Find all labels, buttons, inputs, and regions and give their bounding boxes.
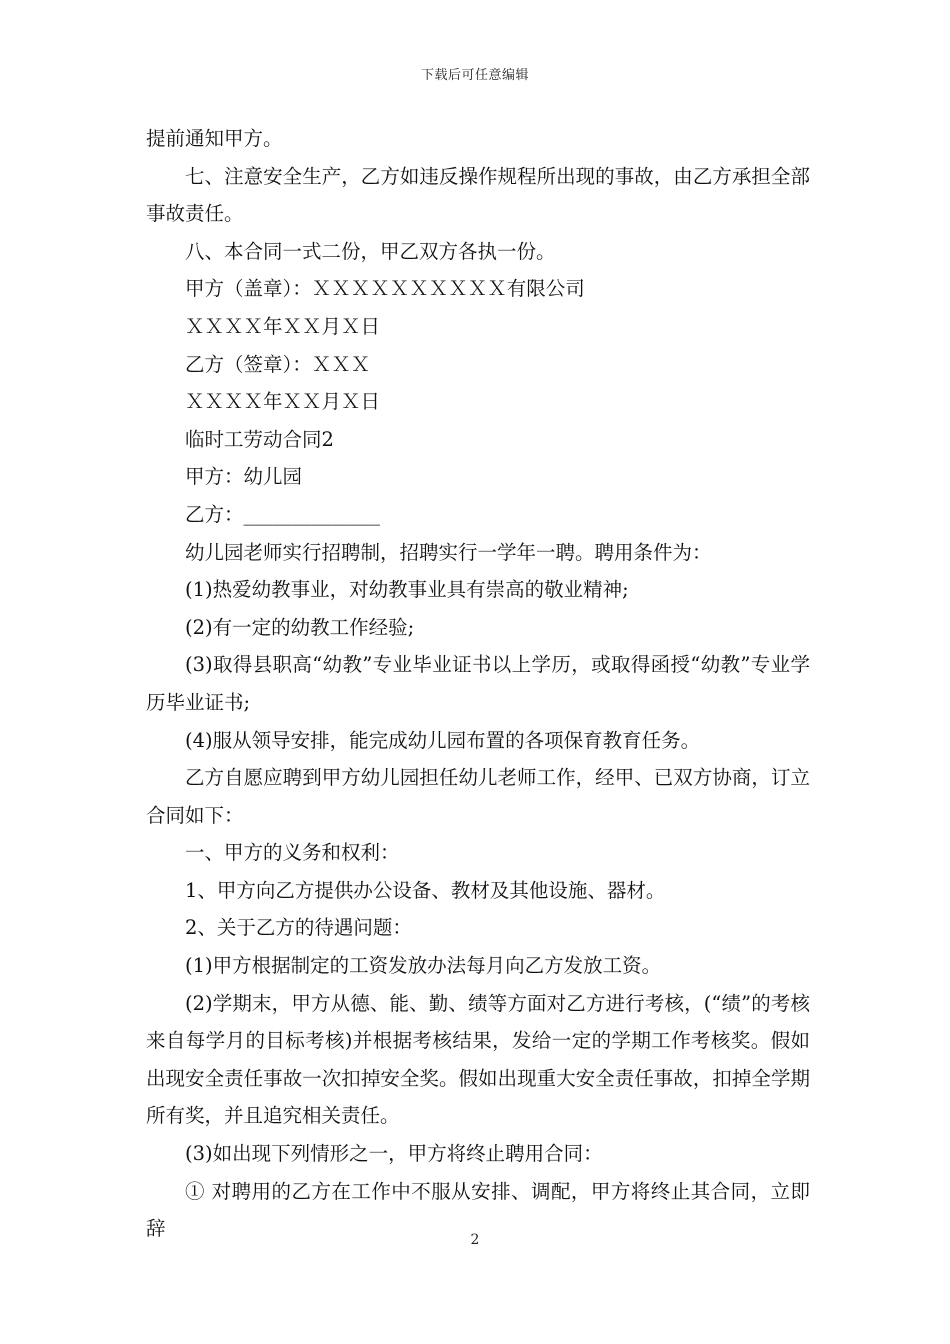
paragraph-23: ① 对聘用的乙方在工作中不服从安排、调配，甲方将终止其合同，立即辞	[146, 1179, 810, 1241]
paragraph-13: (2)有一定的幼教工作经验;	[185, 615, 415, 639]
paragraph-21: (2)学期末，甲方从德、能、勤、绩等方面对乙方进行考核，(“绩”的考核来自每学月的目标考核)并根据考核结果，发给一定的学期工作考核奖。假如出现安全责任事故一次扣掉安全奖。假如出现重大安全责任事故，扣掉全学期所有奖，并且追究相关责任。	[146, 991, 810, 1128]
document-body	[146, 120, 810, 1248]
paragraph-14: (3)取得县职高“幼教”专业毕业证书以上学历，或取得函授“幼教”专业学历毕业证书;	[146, 653, 810, 714]
paragraph-17: 一、甲方的义务和权利：	[185, 841, 400, 865]
page-header: 下载后可任意编辑	[420, 68, 529, 83]
paragraph-19: 2、关于乙方的待遇问题：	[185, 916, 412, 940]
paragraph-10: 乙方：______________	[185, 502, 381, 526]
paragraph-12: (1)热爱幼教事业，对幼教事业具有崇高的敬业精神;	[185, 578, 629, 602]
paragraph-2: 七、注意安全生产，乙方如违反操作规程所出现的事故，由乙方承担全部事故责任。	[146, 164, 810, 226]
page-number: 2	[470, 1232, 480, 1248]
paragraph-3: 八、本合同一式二份，甲乙双方各执一份。	[185, 239, 556, 263]
paragraph-4: 甲方（盖章）：ＸＸＸＸＸＸＸＸＸＸ有限公司	[185, 277, 585, 301]
paragraph-7: ＸＸＸＸ年ＸＸ月Ｘ日	[185, 390, 381, 414]
paragraph-15: (4)服从领导安排，能完成幼儿园布置的各项保育教育任务。	[185, 728, 701, 752]
paragraph-20: (1)甲方根据制定的工资发放办法每月向乙方发放工资。	[185, 954, 662, 978]
paragraph-18: 1、甲方向乙方提供办公设备、教材及其他设施、器材。	[185, 878, 666, 902]
paragraph-16: 乙方自愿应聘到甲方幼儿园担任幼儿老师工作，经甲、已双方协商，订立合同如下：	[146, 766, 810, 827]
paragraph-22: (3)如出现下列情形之一，甲方将终止聘用合同：	[185, 1142, 603, 1166]
paragraph-5: ＸＸＸＸ年ＸＸ月Ｘ日	[185, 314, 381, 338]
paragraph-1: 提前通知甲方。	[146, 127, 283, 150]
paragraph-11: 幼儿园老师实行招聘制，招聘实行一学年一聘。聘用条件为：	[185, 540, 712, 564]
paragraph-8: 临时工劳动合同2	[185, 427, 334, 451]
paragraph-9: 甲方：幼儿园	[185, 465, 303, 489]
paragraph-6: 乙方（签章）：ＸＸＸ	[185, 352, 371, 376]
